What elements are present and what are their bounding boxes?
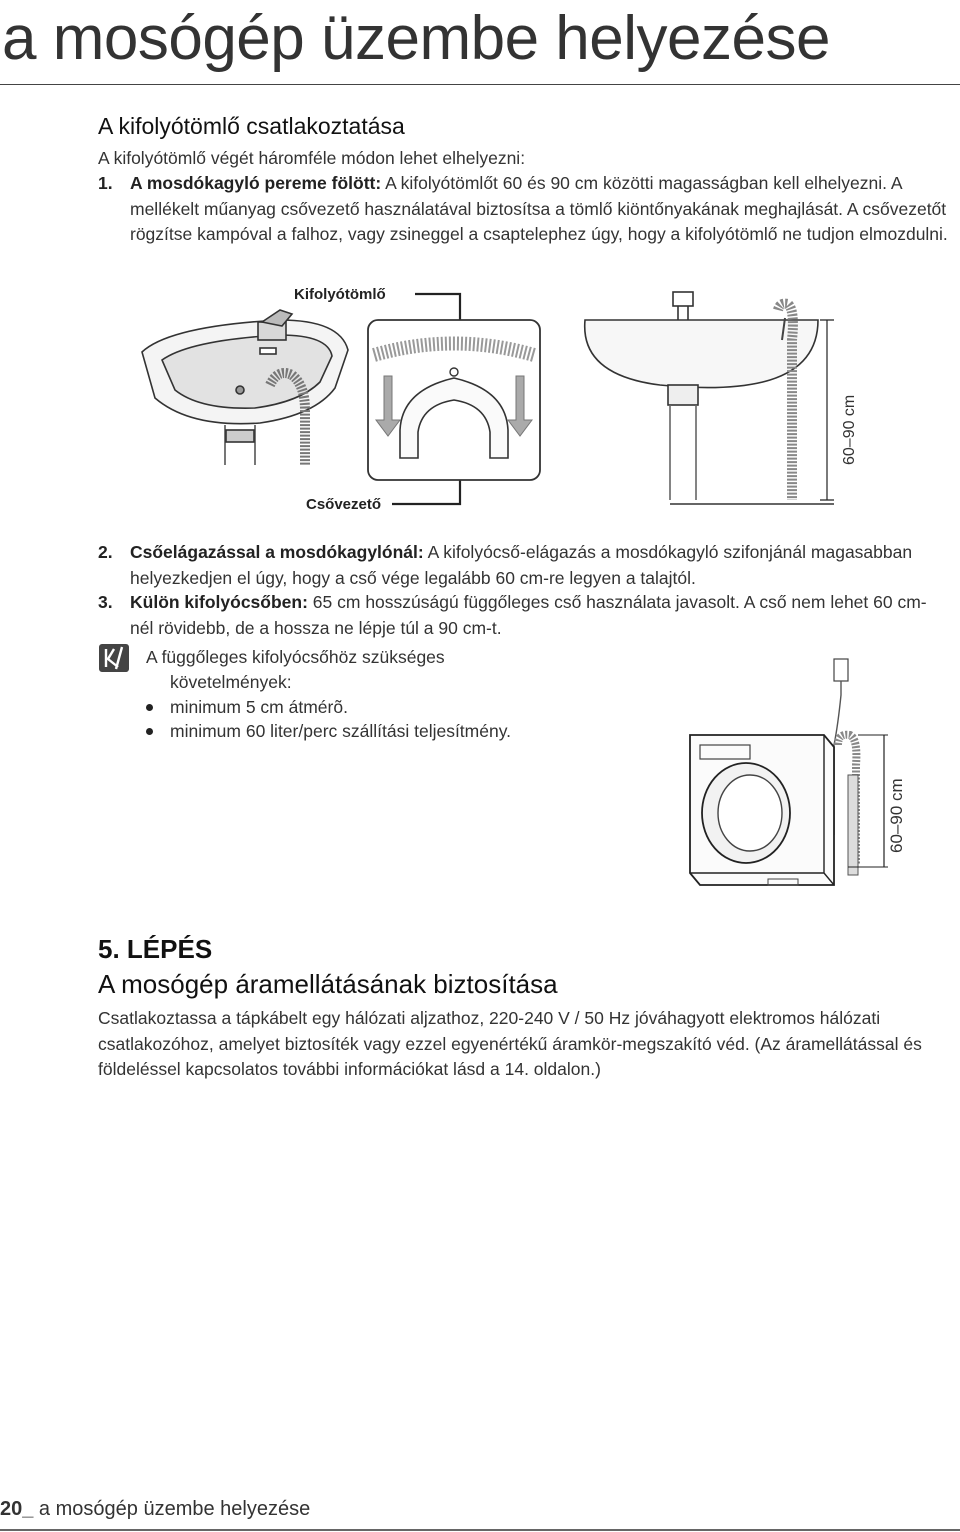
item-lead: A mosdókagyló pereme fölött: — [130, 173, 382, 193]
item-text: 65 cm hosszúságú függőleges cső használata javasolt. A cső nem lehet 60 cm-nél rövidebb, de a hossza ne lépje túl a 90 cm-t. — [130, 592, 927, 638]
sink-hose-figure — [130, 280, 880, 520]
note-line-2: követelmények: — [170, 672, 292, 692]
guide-label: Csővezető — [306, 496, 382, 513]
dimension-line — [820, 320, 834, 500]
note-bullet-1: minimum 5 cm átmérõ. — [170, 697, 348, 717]
note-bullet-2: minimum 60 liter/perc szállítási teljesítmény. — [170, 721, 512, 741]
item-number: 1. — [98, 173, 113, 193]
front-basin-illustration — [585, 292, 818, 500]
power-cable — [834, 681, 841, 835]
note-icon — [98, 643, 130, 673]
page-footer — [0, 1498, 310, 1521]
basin-illustration — [142, 310, 348, 465]
item-text: A kifolyótömlőt 60 és 90 cm közötti magasságban kell elhelyezni. A mellékelt műanyag csővezető használatával biztosítsa a tömlő kiöntőnyakának meghajlását. A csővezetőt rögzítse kampóval a falhoz, vagy zsineggel a csaptelephez úgy, hogy a kifolyótömlő ne tudjon elmozdulni. — [130, 173, 948, 244]
note-line-1: A függőleges kifolyócsőhöz szükséges — [146, 647, 445, 667]
step-body: Csatlakoztassa a tápkábelt egy hálózati aljzathoz, 220-240 V / 50 Hz jóváhagyott elektromos hálózati csatlakozóhoz, amelyet biztosíték vagy ezzel egyenértékű áramkör-megszakító véd. (Az áramellátással és földeléssel kapcsolatos további információkat lásd a 14. oldalon.) — [98, 1008, 922, 1079]
step-subtitle: A mosógép áramellátásának biztosítása — [98, 969, 558, 999]
item-text: A kifolyócső-elágazás a mosdókagyló szifonjánál magasabban helyezkedjen el úgy, hogy a cső vége legalább 60 cm-re legyen a talajtól. — [130, 542, 913, 588]
title-divider — [0, 84, 960, 85]
bullet-icon — [146, 728, 153, 735]
hose-label: Kifolyótömlő — [294, 286, 386, 303]
footer-divider — [0, 1529, 960, 1531]
item-lead: Külön kifolyócsőben: — [130, 592, 308, 612]
item-number: 2. — [98, 542, 113, 562]
page-title: a mosógép üzembe helyezése — [2, 4, 830, 73]
bullet-icon — [146, 704, 153, 711]
list-item-2 — [98, 540, 928, 591]
footer-text: a mosógép üzembe helyezése — [33, 1498, 311, 1520]
section-heading: A kifolyótömlő csatlakoztatása — [98, 113, 405, 139]
washing-machine-figure — [688, 655, 918, 895]
item-lead: Csőelágazással a mosdókagylónál: — [130, 542, 424, 562]
step-title: 5. LÉPÉS — [98, 934, 213, 964]
dimension-label-2: 60–90 cm — [887, 778, 906, 853]
item-number: 3. — [98, 592, 113, 612]
list-item-1 — [98, 171, 948, 248]
page-number: 20_ — [0, 1498, 34, 1520]
section-intro: A kifolyótömlő végét háromféle módon lehet elhelyezni: — [98, 148, 526, 168]
dimension-label: 60–90 cm — [841, 394, 858, 465]
list-item-3 — [98, 590, 928, 641]
wall-socket-icon — [834, 659, 848, 681]
